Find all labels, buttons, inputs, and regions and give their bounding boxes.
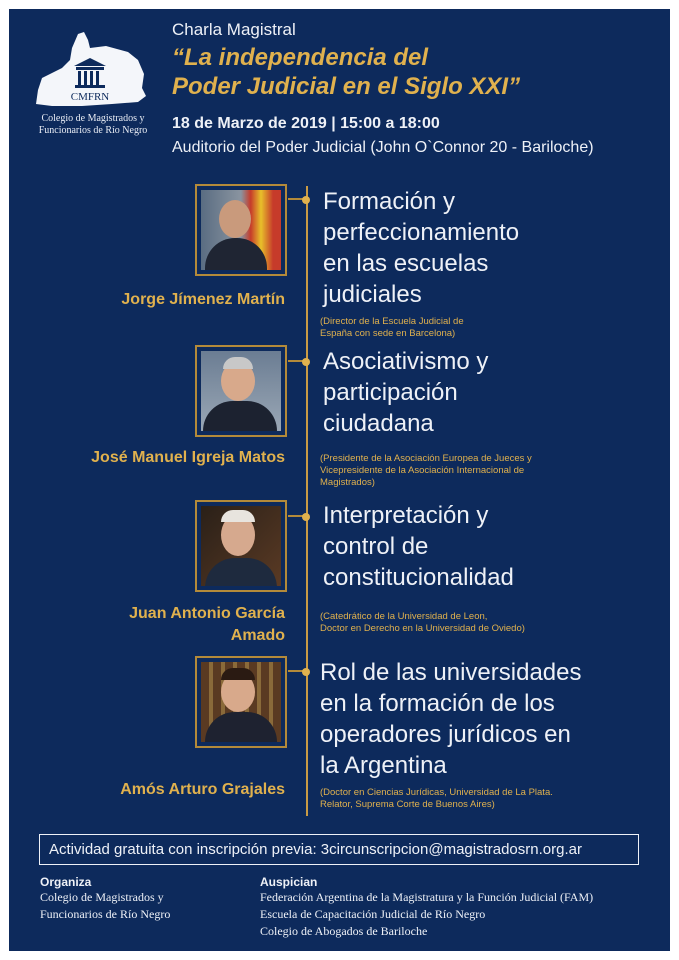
topic-line: judiciales: [323, 281, 422, 308]
speaker-name-line: Juan Antonio García: [129, 605, 285, 622]
bio-line: (Catedrático de la Universidad de Leon,: [320, 611, 488, 622]
topic-line: Rol de las universidades: [320, 659, 582, 686]
organiza-line: Colegio de Magistrados y: [40, 890, 164, 904]
topic-line: operadores jurídicos en: [320, 721, 571, 748]
speaker-name-line: Amado: [230, 627, 285, 644]
organiza-section: [40, 875, 170, 923]
bio-line: Doctor en Derecho en la Universidad de Oviedo): [320, 623, 525, 634]
kicker: Charla Magistral: [172, 20, 296, 39]
title-line-2: Poder Judicial en el Siglo XXI”: [172, 73, 521, 100]
timeline-line: [306, 186, 308, 816]
auspician-label: Auspician: [260, 875, 318, 889]
bio-line: (Presidente de la Asociación Europea de Jueces y: [320, 453, 532, 464]
topic-line: ciudadana: [323, 410, 434, 437]
speaker-name: Jorge Jímenez Martín: [121, 291, 285, 308]
bio-line: (Director de la Escuela Judicial de: [320, 316, 464, 327]
auspician-line: Federación Argentina de la Magistratura y la Función Judicial (FAM): [260, 890, 594, 904]
auspician-section: [260, 875, 593, 940]
topic-line: la Argentina: [320, 752, 447, 779]
speaker-bio: [320, 611, 620, 635]
timeline-dot: [302, 358, 310, 366]
logo-abbr: CMFRN: [70, 91, 110, 103]
bio-line: (Doctor en Ciencias Jurídicas, Universidad de La Plata.: [320, 787, 553, 798]
talk-topic: [323, 500, 514, 593]
timeline-dot: [302, 513, 310, 521]
speaker-bio: [320, 316, 620, 340]
topic-line: en la formación de los: [320, 690, 555, 717]
talk-topic: [323, 186, 519, 310]
logo-caption: Colegio de Magistrados y Funcionarios de Río Negro: [38, 113, 148, 136]
timeline-dot: [302, 668, 310, 676]
talk-topic: [320, 657, 581, 781]
speaker-name: [40, 603, 285, 647]
timeline-dot: [302, 196, 310, 204]
speaker-name: José Manuel Igreja Matos: [91, 449, 285, 466]
bio-line: Relator, Suprema Corte de Buenos Aires): [320, 799, 495, 810]
title-line-1: “La independencia del: [172, 44, 429, 71]
event-date: 18 de Marzo de 2019 | 15:00 a 18:00: [172, 115, 440, 132]
speaker-photo: [195, 656, 287, 748]
speaker-bio: [320, 787, 620, 811]
cmfrn-logo: [32, 30, 148, 110]
topic-line: perfeccionamiento: [323, 219, 520, 246]
topic-line: Interpretación y: [323, 502, 489, 529]
organiza-label: Organiza: [40, 875, 92, 889]
topic-line: constitucionalidad: [323, 564, 514, 591]
speaker-name: Amós Arturo Grajales: [120, 781, 285, 798]
talk-topic: [323, 346, 488, 439]
event-venue: Auditorio del Poder Judicial (John O`Connor 20 - Bariloche): [172, 139, 594, 156]
topic-line: en las escuelas: [323, 250, 489, 277]
speaker-photo: [195, 345, 287, 437]
bio-line: Vicepresidente de la Asociación Internacional de: [320, 465, 525, 476]
topic-line: Formación y: [323, 188, 456, 215]
auspician-line: Colegio de Abogados de Bariloche: [260, 924, 428, 938]
bio-line: España con sede en Barcelona): [320, 328, 456, 339]
speaker-photo: [195, 184, 287, 276]
topic-line: participación: [323, 379, 458, 406]
bio-line: Magistrados): [320, 477, 375, 488]
registration-banner: Actividad gratuita con inscripción previa: 3circunscripcion@magistradosrn.org.ar: [39, 834, 639, 865]
organiza-line: Funcionarios de Río Negro: [40, 907, 171, 921]
speaker-bio: [320, 453, 620, 489]
speaker-photo: [195, 500, 287, 592]
auspician-line: Escuela de Capacitación Judicial de Río Negro: [260, 907, 486, 921]
topic-line: control de: [323, 533, 429, 560]
event-title: [172, 43, 520, 101]
topic-line: Asociativismo y: [323, 348, 489, 375]
